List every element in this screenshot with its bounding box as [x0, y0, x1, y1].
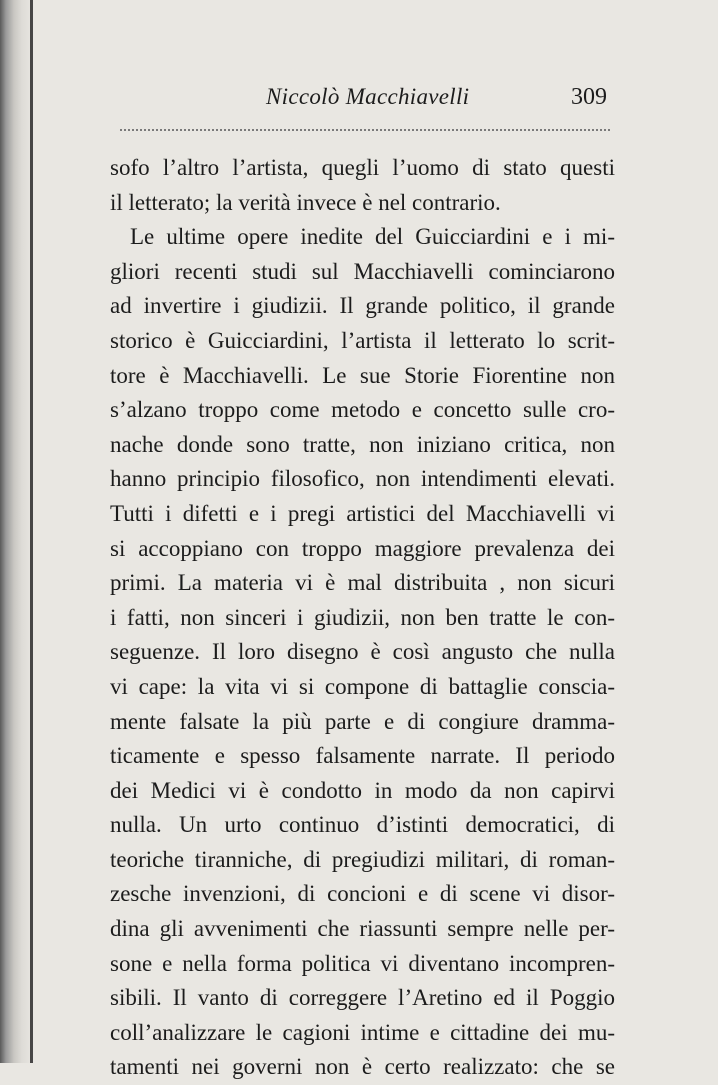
text-line: s’alzano troppo come metodo e concetto sulle cro-: [110, 397, 615, 423]
text-line: zesche invenzioni, di concioni e di scene vi disor-: [110, 881, 615, 907]
text-line: nache donde sono tratte, non iniziano critica, non: [110, 431, 615, 457]
header-rule: [120, 129, 610, 131]
text-line: dei Medici vi è condotto in modo da non capirvi: [110, 777, 615, 803]
page-number: 309: [571, 84, 607, 110]
text-line: tamenti nei governi non è certo realizzato: che se: [110, 1054, 615, 1080]
text-line: ad invertire i giudizii. Il grande politico, il grande: [110, 293, 615, 319]
text-line: i fatti, non sinceri i giudizii, non ben tratte le con-: [110, 604, 615, 630]
text-line: Le ultime opere inedite del Guicciardini e i mi-: [130, 224, 615, 250]
text-line: sofo l’altro l’artista, quegli l’uomo di stato questi: [110, 155, 615, 180]
text-line: seguenze. Il loro disegno è così angusto che nulla: [110, 639, 615, 665]
body-text: [110, 151, 615, 1085]
text-line: Tutti i difetti e i pregi artistici del Macchiavelli vi: [110, 500, 615, 526]
text-line: storico è Guicciardini, l’artista il letterato lo scrit-: [110, 327, 615, 353]
text-line: nulla. Un urto continuo d’istinti democratici, di: [110, 812, 615, 838]
text-line: dina gli avvenimenti che riassunti sempre nelle per-: [110, 916, 615, 942]
text-line: hanno principio filosofico, non intendimenti elevati.: [110, 466, 615, 492]
text-line: sone e nella forma politica vi diventano incompren-: [110, 950, 615, 976]
text-line: mente falsate la più parte e di congiure dramma-: [110, 708, 615, 734]
text-line: sibili. Il vanto di correggere l’Aretino ed il Poggio: [110, 985, 615, 1011]
text-line: vi cape: la vita vi si compone di battaglie conscia-: [110, 673, 615, 699]
text-line: ticamente e spesso falsamente narrate. Il periodo: [110, 743, 615, 769]
gutter-edge: [30, 0, 33, 1063]
running-title: Niccolò Macchiavelli: [266, 84, 470, 109]
running-head: [0, 84, 718, 118]
text-line: primi. La materia vi è mal distribuita , non sicuri: [110, 570, 615, 596]
book-spine-shadow: [0, 0, 34, 1063]
text-line: teoriche tiranniche, di pregiudizi militari, di roman-: [110, 846, 615, 872]
text-line: gliori recenti studi sul Macchiavelli cominciarono: [110, 258, 615, 284]
text-line: si accoppiano con troppo maggiore prevalenza dei: [110, 535, 615, 561]
text-line: coll’analizzare le cagioni intime e cittadine dei mu-: [110, 1019, 615, 1045]
text-line: il letterato; la verità invece è nel contrario.: [110, 189, 501, 215]
text-line: tore è Macchiavelli. Le sue Storie Fiorentine non: [110, 362, 615, 388]
